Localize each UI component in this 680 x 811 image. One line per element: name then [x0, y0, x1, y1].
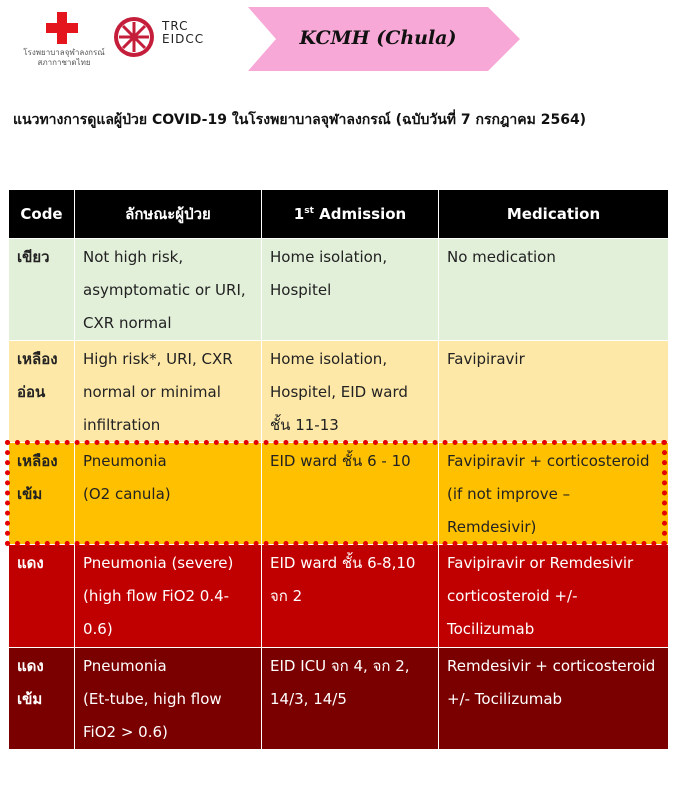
- header-symptoms: ลักษณะผู้ป่วย: [75, 190, 262, 239]
- code-cell: [9, 341, 75, 443]
- medication-cell: [439, 545, 669, 648]
- red-cross-icon: [46, 12, 78, 44]
- admission-line: Home isolation,: [270, 248, 388, 266]
- medication-cell: [439, 443, 669, 545]
- admission-line: จก 2: [270, 587, 303, 605]
- admission-line: EID ward ชั้น 6 - 10: [270, 452, 411, 470]
- code-line: เหลือง: [17, 452, 58, 470]
- symptom-line: FiO2 > 0.6): [83, 723, 168, 741]
- symptoms-cell: [75, 341, 262, 443]
- medication-line: No medication: [447, 248, 556, 266]
- medication-line: Favipiravir + corticosteroid: [447, 452, 650, 470]
- header-admission-number: 1: [293, 205, 305, 223]
- header-admission: [262, 190, 439, 239]
- admission-line: Hospitel, EID ward: [270, 383, 408, 401]
- symptom-line: normal or minimal: [83, 383, 221, 401]
- symptom-line: (O2 canula): [83, 485, 171, 503]
- code-cell: [9, 443, 75, 545]
- code-cell: [9, 239, 75, 341]
- symptom-line: Pneumonia: [83, 657, 167, 675]
- admission-cell: [262, 648, 439, 750]
- code-line: อ่อน: [17, 383, 46, 401]
- symptom-line: Pneumonia: [83, 452, 167, 470]
- header-medication: Medication: [439, 190, 669, 239]
- symptoms-cell: [75, 443, 262, 545]
- symptom-line: Not high risk,: [83, 248, 184, 266]
- document-title: แนวทางการดูแลผู้ป่วย COVID-19 ในโรงพยาบาลจุฬาลงกรณ์ (ฉบับวันที่ 7 กรกฎาคม 2564): [13, 112, 587, 128]
- code-line: เขียว: [17, 248, 50, 266]
- code-line: แดง: [17, 554, 44, 572]
- hospital-affiliation: สภากาชาดไทย: [37, 58, 91, 67]
- medication-cell: [439, 648, 669, 750]
- admission-line: 14/3, 14/5: [270, 690, 347, 708]
- symptoms-cell: [75, 545, 262, 648]
- medication-line: (if not improve –: [447, 485, 571, 503]
- header-admission-suffix-sup: st: [304, 206, 314, 216]
- admission-line: EID ICU จก 4, จก 2,: [270, 657, 410, 675]
- admission-line: EID ward ชั้น 6-8,10: [270, 554, 416, 572]
- symptom-line: (high flow FiO2 0.4-: [83, 587, 230, 605]
- medication-line: Remdesivir + corticosteroid: [447, 657, 656, 675]
- symptom-line: infiltration: [83, 416, 161, 434]
- medication-cell: [439, 239, 669, 341]
- table-row-dark-yellow: [9, 443, 669, 545]
- trc-label: TRC: [162, 19, 189, 33]
- medication-line: Favipiravir or Remdesivir: [447, 554, 634, 572]
- code-cell: [9, 648, 75, 750]
- medication-line: +/- Tocilizumab: [447, 690, 563, 708]
- table-row-green: [9, 239, 669, 341]
- code-cell: [9, 545, 75, 648]
- admission-line: Hospitel: [270, 281, 332, 299]
- table-row-light-yellow: [9, 341, 669, 443]
- medication-line: Tocilizumab: [447, 620, 535, 638]
- banner-label: KCMH (Chula): [299, 27, 457, 49]
- code-line: เข้ม: [17, 690, 43, 708]
- hospital-logo-text: [14, 48, 114, 68]
- symptoms-cell: [75, 239, 262, 341]
- symptom-line: Pneumonia (severe): [83, 554, 234, 572]
- symptom-line: CXR normal: [83, 314, 172, 332]
- admission-cell: [262, 341, 439, 443]
- header-admission-text: Admission: [313, 205, 407, 223]
- hospital-name: โรงพยาบาลจุฬาลงกรณ์: [23, 48, 105, 57]
- medication-line: corticosteroid +/-: [447, 587, 578, 605]
- table-header-row: [9, 190, 669, 239]
- table-row-dark-red: [9, 648, 669, 750]
- covid-guideline-table: [8, 189, 669, 750]
- eidcc-label: EIDCC: [162, 32, 205, 46]
- symptom-line: (Et-tube, high flow: [83, 690, 222, 708]
- medication-cell: [439, 341, 669, 443]
- code-line: แดง: [17, 657, 44, 675]
- trc-eidcc-logo-icon: [113, 16, 155, 58]
- admission-line: ชั้น 11-13: [270, 416, 339, 434]
- code-line: เข้ม: [17, 485, 43, 503]
- symptom-line: High risk*, URI, CXR: [83, 350, 233, 368]
- header-code: Code: [9, 190, 75, 239]
- admission-line: Home isolation,: [270, 350, 388, 368]
- symptom-line: asymptomatic or URI,: [83, 281, 246, 299]
- table-row-red: [9, 545, 669, 648]
- trc-eidcc-label: [162, 20, 204, 46]
- admission-cell: [262, 239, 439, 341]
- medication-line: Favipiravir: [447, 350, 525, 368]
- symptom-line: 0.6): [83, 620, 113, 638]
- admission-cell: [262, 545, 439, 648]
- symptoms-cell: [75, 648, 262, 750]
- admission-cell: [262, 443, 439, 545]
- medication-line: Remdesivir): [447, 518, 537, 536]
- code-line: เหลือง: [17, 350, 58, 368]
